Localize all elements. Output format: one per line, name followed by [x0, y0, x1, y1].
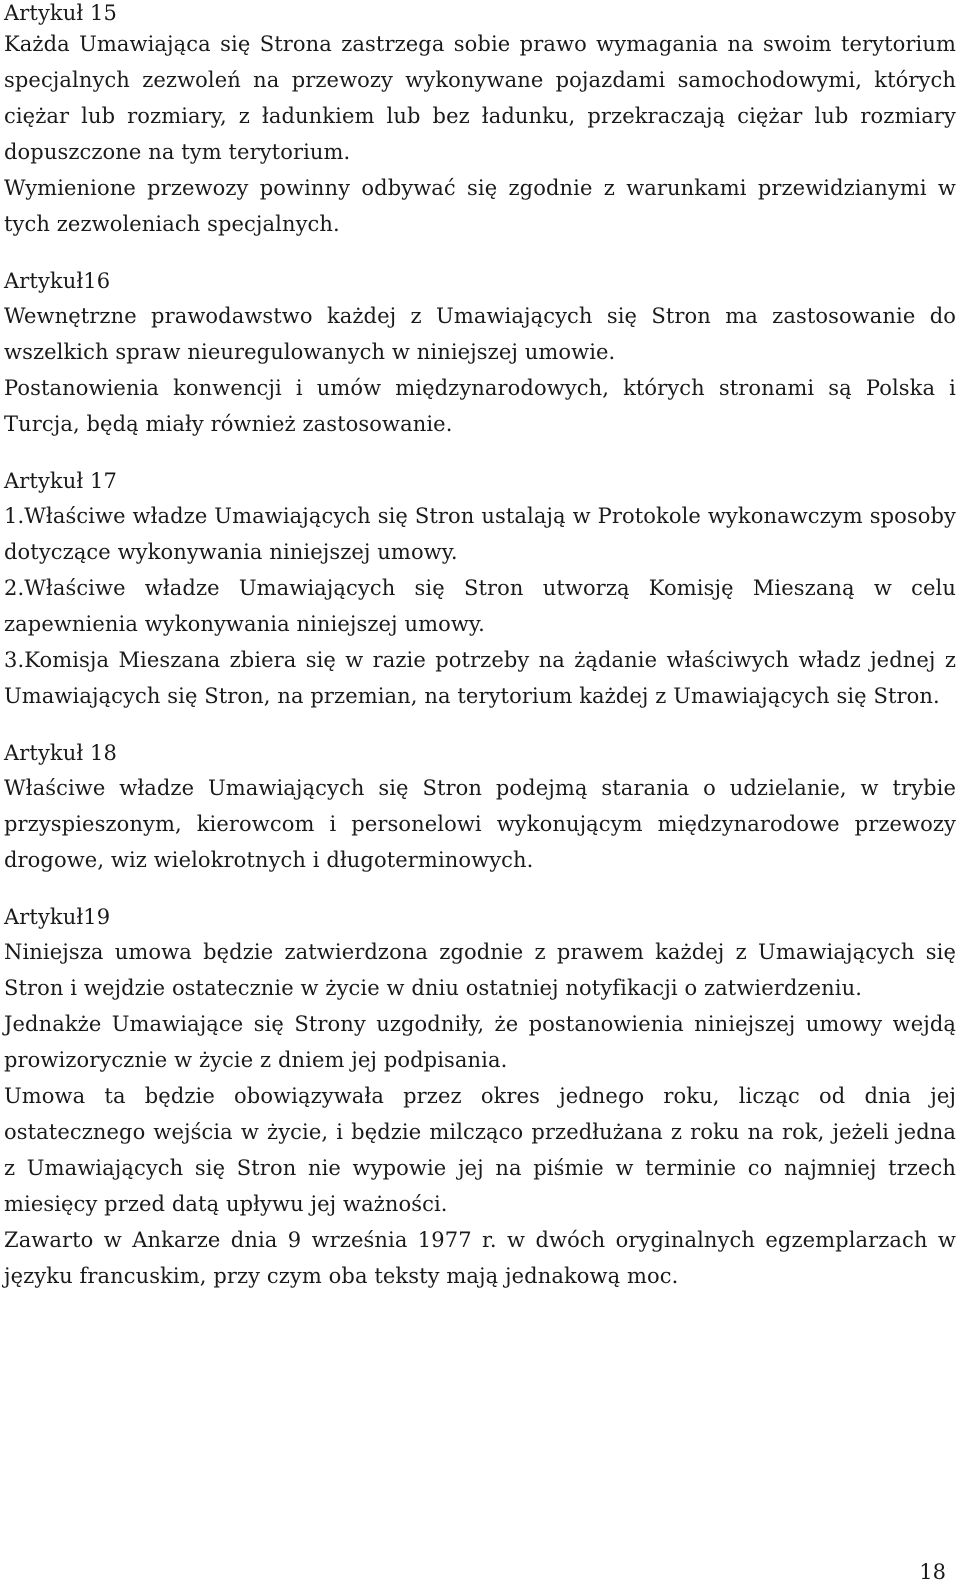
article-19 [4, 900, 956, 1294]
article-paragraph: Zawarto w Ankarze dnia 9 września 1977 r. w dwóch oryginalnych egzemplarzach w języku francuskim, przy czym oba teksty mają jednakową moc. [4, 1228, 956, 1288]
article-paragraph: Właściwe władze Umawiających się Stron podejmą starania o udzielanie, w trybie przyspieszonym, kierowcom i personelowi wykonującym międzynarodowe przewozy drogowe, wiz wielokrotnych i długoterminowych. [4, 776, 956, 872]
article-15 [4, 0, 956, 242]
page-number: 18 [919, 1560, 946, 1584]
article-paragraph: Jednakże Umawiające się Strony uzgodniły, że postanowienia niniejszej umowy wejdą prowizorycznie w życie z dniem jej podpisania. [4, 1012, 956, 1072]
article-paragraph: 2.Właściwe władze Umawiających się Stron utworzą Komisję Mieszaną w celu zapewnienia wykonywania niniejszej umowy. [4, 576, 956, 636]
article-paragraph: Niniejsza umowa będzie zatwierdzona zgodnie z prawem każdej z Umawiających się Stron i wejdzie ostatecznie w życie w dniu ostatniej notyfikacji o zatwierdzeniu. [4, 940, 956, 1000]
article-paragraph: Wewnętrzne prawodawstwo każdej z Umawiających się Stron ma zastosowanie do wszelkich spraw nieuregulowanych w niniejszej umowie. [4, 304, 956, 364]
article-paragraph: Umowa ta będzie obowiązywała przez okres jednego roku, licząc od dnia jej ostatecznego wejścia w życie, i będzie milcząco przedłużana z roku na rok, jeżeli jedna z Umawiających się Stron nie wypowie jej na piśmie w terminie co najmniej trzech miesięcy przed datą upływu jej ważności. [4, 1084, 956, 1216]
article-paragraph: Postanowienia konwencji i umów międzynarodowych, których stronami są Polska i Turcja, będą miały również zastosowanie. [4, 376, 956, 436]
article-paragraph: Wymienione przewozy powinny odbywać się zgodnie z warunkami przewidzianymi w tych zezwoleniach specjalnych. [4, 176, 956, 236]
article-17 [4, 464, 956, 714]
article-heading: Artykuł 17 [4, 469, 117, 493]
article-heading: Artykuł19 [4, 905, 111, 929]
document-page [4, 0, 956, 1294]
article-heading: Artykuł 18 [4, 741, 117, 765]
article-heading: Artykuł16 [4, 269, 111, 293]
article-paragraph: Każda Umawiająca się Strona zastrzega sobie prawo wymagania na swoim terytorium specjalnych zezwoleń na przewozy wykonywane pojazdami samochodowymi, których ciężar lub rozmiary, z ładunkiem lub bez ładunku, przekraczają ciężar lub rozmiary dopuszczone na tym terytorium. [4, 32, 956, 164]
article-heading: Artykuł 15 [4, 1, 117, 25]
article-18 [4, 736, 956, 878]
article-paragraph: 1.Właściwe władze Umawiających się Stron ustalają w Protokole wykonawczym sposoby dotyczące wykonywania niniejszej umowy. [4, 504, 956, 564]
article-paragraph: 3.Komisja Mieszana zbiera się w razie potrzeby na żądanie właściwych władz jednej z Umawiających się Stron, na przemian, na terytorium każdej z Umawiających się Stron. [4, 648, 956, 708]
article-16 [4, 264, 956, 442]
